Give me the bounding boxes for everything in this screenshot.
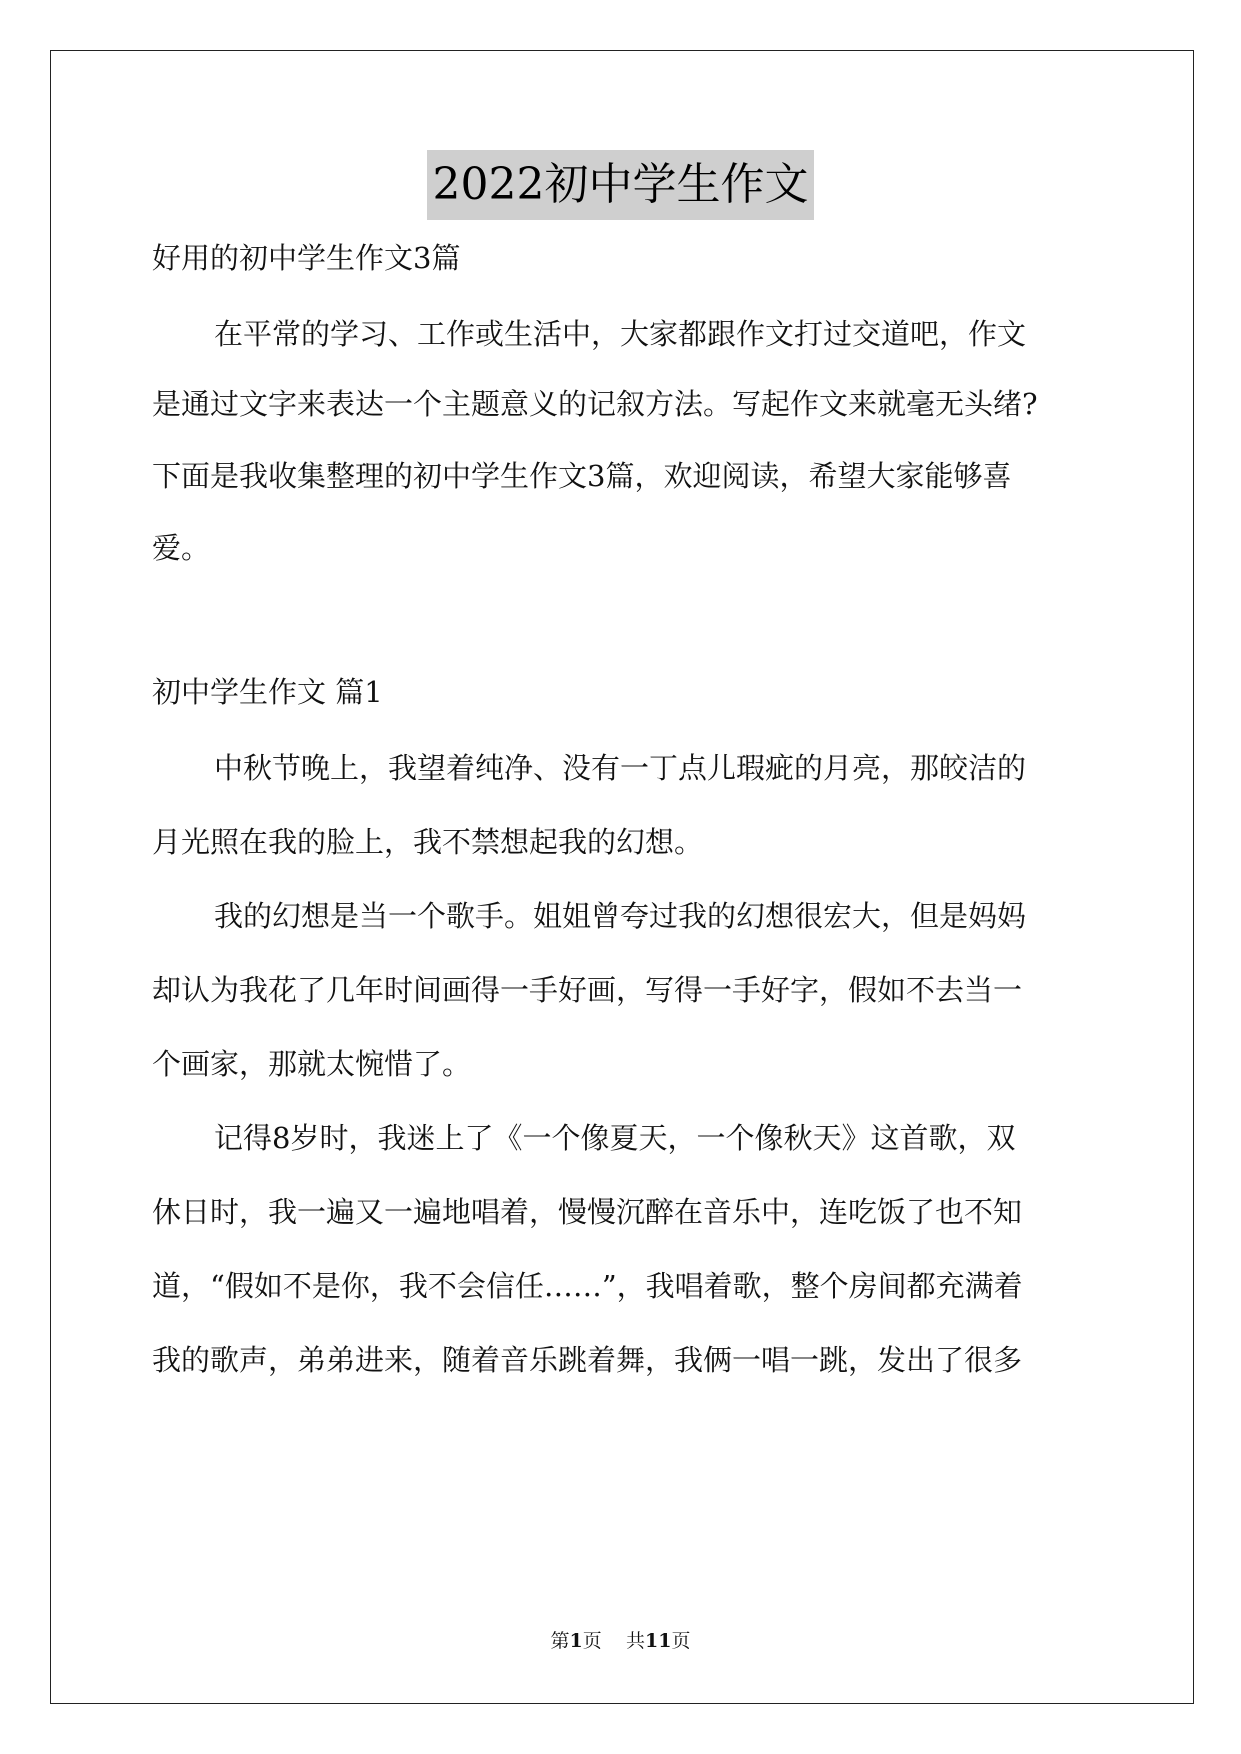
paragraph-line: 个画家，那就太惋惜了。 [152,1047,472,1081]
paragraph-line: 中秋节晚上，我望着纯净、没有一丁点儿瑕疵的月亮，那皎洁的 [214,751,1027,785]
paragraph-line: 我的歌声，弟弟进来，随着音乐跳着舞，我俩一唱一跳，发出了很多 [152,1343,1023,1377]
paragraph-line: 道，“假如不是你，我不会信任……”，我唱着歌，整个房间都充满着 [152,1269,1023,1303]
document-subtitle: 好用的初中学生作文3篇 [152,241,461,275]
section-heading: 初中学生作文 篇1 [152,675,383,709]
intro-line: 是通过文字来表达一个主题意义的记叙方法。写起作文来就毫无头绪? [152,387,1038,421]
intro-line: 爱。 [152,531,211,565]
page-footer [0,1628,1241,1654]
footer-total-suffix: 页 [671,1630,691,1652]
paragraph-line: 却认为我花了几年时间画得一手好画，写得一手好字，假如不去当一 [152,973,1023,1007]
paragraph-line: 休日时，我一遍又一遍地唱着，慢慢沉醉在音乐中，连吃饭了也不知 [152,1195,1023,1229]
intro-line: 在平常的学习、工作或生活中，大家都跟作文打过交道吧，作文 [214,317,1027,351]
footer-page-number: 1 [569,1630,583,1652]
paragraph-line: 我的幻想是当一个歌手。姐姐曾夸过我的幻想很宏大，但是妈妈 [214,899,1027,933]
footer-total-pages: 11 [644,1630,672,1652]
footer-total-prefix: 共 [625,1630,645,1652]
paragraph-line: 记得8岁时，我迷上了《一个像夏天，一个像秋天》这首歌，双 [214,1121,1016,1155]
footer-page-suffix: 页 [582,1630,602,1652]
document-title: 2022初中学生作文 [427,150,815,220]
page-border [50,50,1194,1704]
intro-line: 下面是我收集整理的初中学生作文3篇，欢迎阅读，希望大家能够喜 [152,459,1012,493]
paragraph-line: 月光照在我的脸上，我不禁想起我的幻想。 [152,825,704,859]
title-wrap [0,150,1241,220]
footer-page-prefix: 第 [550,1630,570,1652]
